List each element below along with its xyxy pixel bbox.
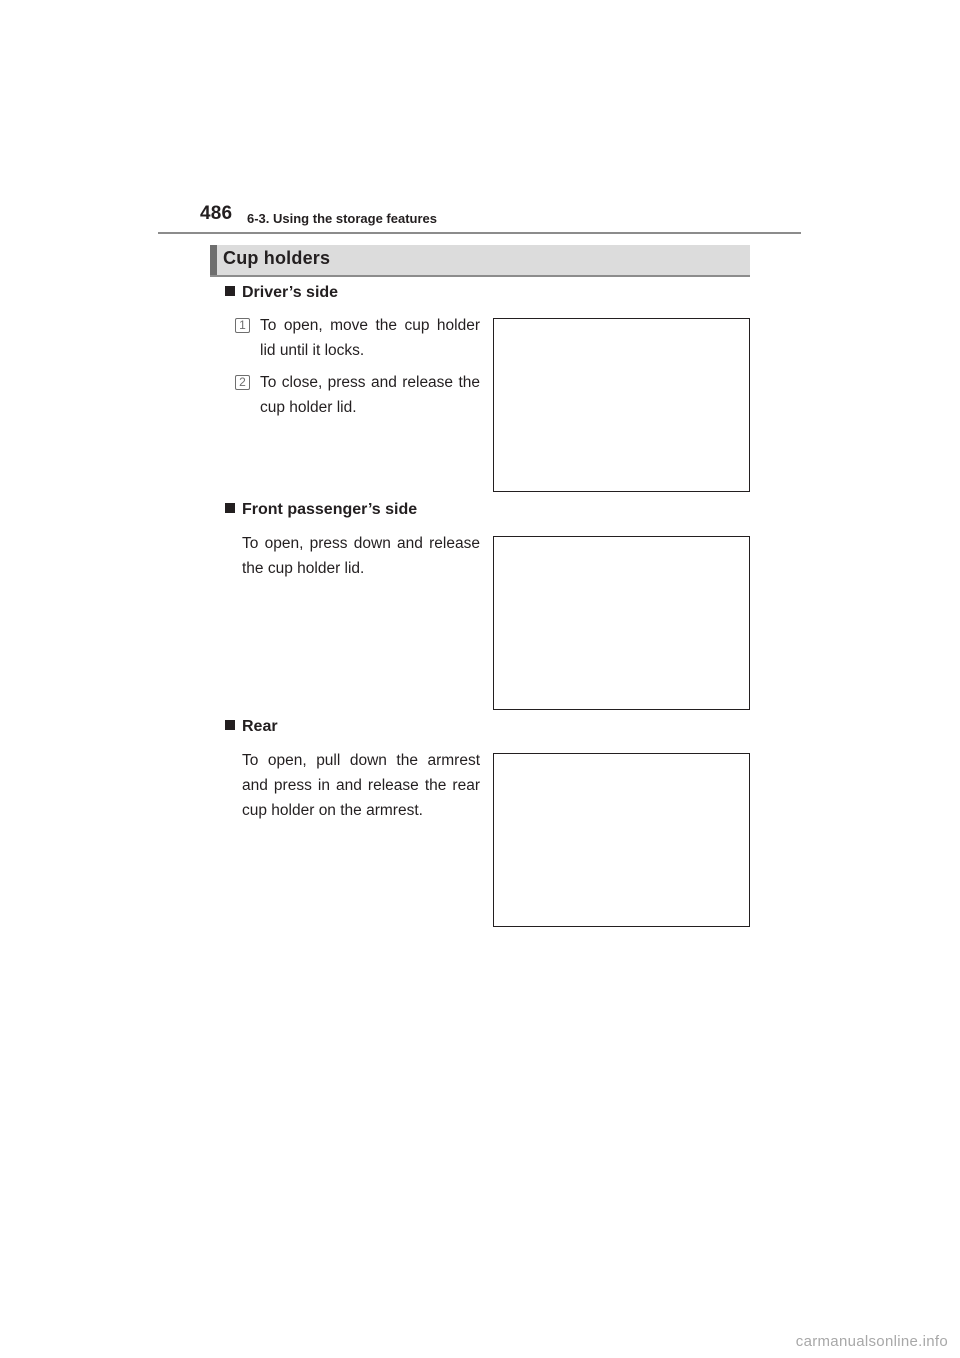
front-passenger-text: To open, press down and release the cup holder lid.: [242, 535, 480, 577]
section-accent: [210, 245, 217, 275]
rear-text: To open, pull down the armrest and press in and release the rear cup holder on the armrest.: [242, 752, 480, 819]
step-number-2: 2: [235, 375, 250, 390]
figure-drivers-side: [493, 318, 750, 492]
running-head: 6-3. Using the storage features: [247, 211, 437, 226]
step-text-2: To close, press and release the cup holder lid.: [260, 374, 480, 416]
page-number: 486: [200, 203, 233, 224]
bullet-square-icon: [225, 286, 235, 296]
figure-front-passenger-side: [493, 536, 750, 710]
subheading-label: Rear: [242, 718, 278, 735]
section-title: Cup holders: [223, 248, 331, 268]
subheading-label: Driver’s side: [242, 284, 339, 301]
figure-rear: [493, 753, 750, 927]
bullet-square-icon: [225, 720, 235, 730]
subheading-drivers-side: [225, 284, 338, 302]
step-number-1: 1: [235, 318, 250, 333]
header-rule: [158, 232, 801, 234]
bullet-square-icon: [225, 503, 235, 513]
subheading-rear: [225, 718, 278, 736]
subheading-front-passenger-side: [225, 501, 417, 519]
subheading-label: Front passenger’s side: [242, 501, 418, 518]
step-text-1: To open, move the cup holder lid until it locks.: [260, 317, 480, 359]
watermark: carmanualsonline.info: [795, 1333, 948, 1350]
